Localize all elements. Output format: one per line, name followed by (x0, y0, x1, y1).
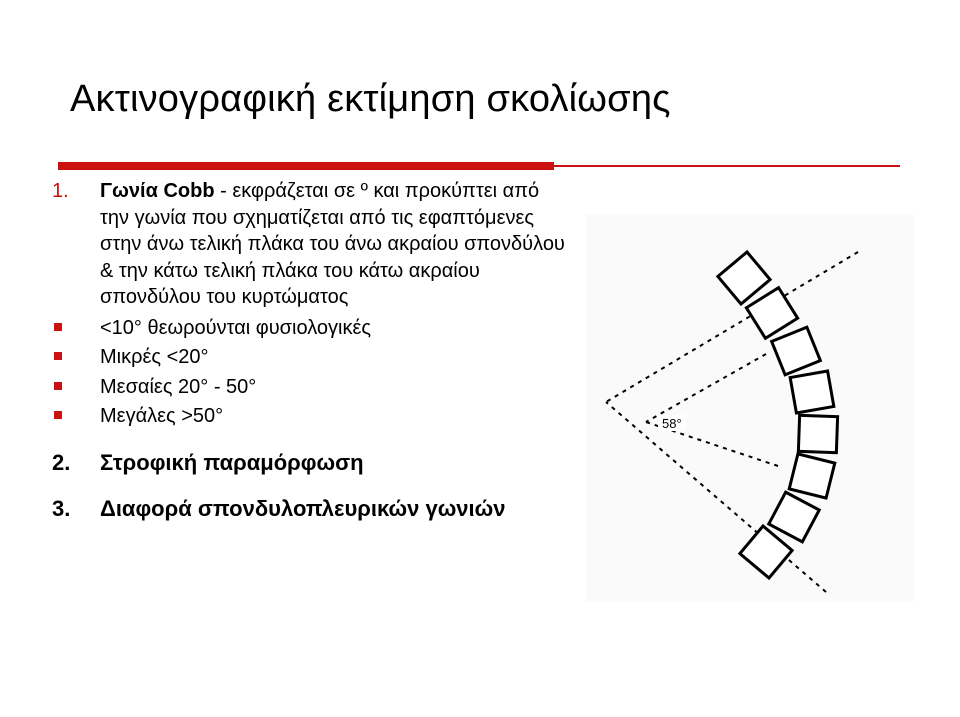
item-bold-term: Γωνία Cobb (100, 180, 215, 202)
item-heading: Στροφική παραμόρφωση (100, 449, 364, 475)
item-number: 2. (52, 449, 71, 475)
classification-list (48, 315, 568, 430)
list-item-rotation (48, 450, 568, 476)
square-bullet-icon (54, 382, 62, 390)
bullet-text: Μεγάλες >50° (100, 405, 224, 427)
list-item-cobb-angle (48, 178, 568, 311)
upper-perpendicular-line (646, 354, 766, 422)
title-divider-thick (58, 162, 554, 170)
square-bullet-icon (54, 323, 62, 331)
list-item (48, 374, 568, 401)
slide-content (48, 178, 568, 522)
vertebra (789, 454, 835, 498)
bullet-text: Μεσαίες 20° - 50° (100, 375, 257, 398)
bullet-text: <10° θεωρούνται φυσιολογικές (100, 316, 372, 339)
list-item (48, 344, 568, 371)
list-item-rib-angle (48, 496, 568, 522)
vertebra (798, 415, 837, 452)
list-item (48, 403, 568, 430)
vertebra (790, 371, 834, 413)
vertebra (769, 492, 819, 542)
item-heading: Διαφορά σπονδυλοπλευρικών γωνιών (100, 495, 506, 521)
vertebra (772, 327, 821, 375)
list-item (48, 315, 568, 342)
bullet-text: Μικρές <20° (100, 346, 209, 368)
title-divider-thin (554, 165, 900, 167)
diagram-svg (586, 214, 914, 602)
square-bullet-icon (54, 411, 62, 419)
vertebrae-group (718, 252, 838, 578)
item-number: 3. (52, 495, 71, 521)
item-description: - εκφράζεται σε º και προκύπτει από την γωνία που σχηματίζεται από τις εφαπτόμενες στην άνω τελική πλάκα του άνω ακραίου σπονδύλου & την κάτω τελική πλάκα του κάτω ακραίου σπονδύλου του κυρτώματος (100, 180, 565, 308)
angle-label: 58° (662, 416, 682, 431)
square-bullet-icon (54, 352, 62, 360)
item-number: 1. (52, 180, 69, 202)
vertebra (746, 288, 797, 339)
cobb-angle-diagram (586, 214, 914, 602)
slide-title: Ακτινογραφική εκτίμηση σκολίωσης (70, 78, 671, 120)
